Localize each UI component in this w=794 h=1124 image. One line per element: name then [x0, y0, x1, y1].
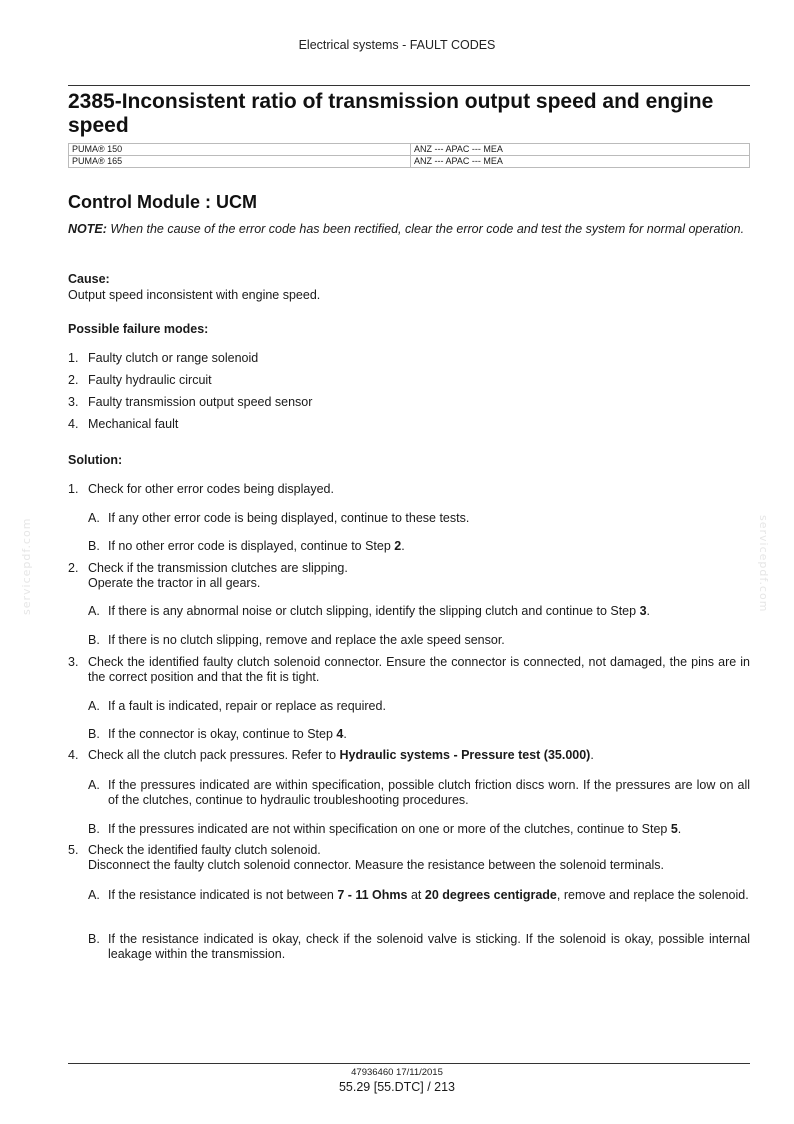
failure-mode-text: Faulty hydraulic circuit: [88, 373, 212, 387]
page-number: 55.29 [55.DTC] / 213: [338, 1080, 456, 1094]
substep-text: If any other error code is being displayed, continue to these tests.: [108, 511, 470, 525]
step-number: 5.: [68, 843, 79, 857]
substep-text: If the resistance indicated is not between 7 - 11 Ohms at 20 degrees centigrade, remove and replace the solenoid.: [108, 888, 749, 902]
table-row: [69, 144, 750, 156]
control-module-heading: Control Module : UCM: [68, 192, 257, 212]
watermark-right: servicepdf.com: [757, 515, 770, 613]
step-number: 4.: [68, 748, 79, 762]
substep-text: If the pressures indicated are within specification, possible clutch friction discs worn. If the pressures are low on all of the clutches, continue to hydraulic troubleshooting procedures.: [108, 778, 750, 807]
model-cell: PUMA® 150: [69, 144, 411, 156]
substep-text: If the pressures indicated are not within specification on one or more of the clutches, continue to Step 5.: [108, 822, 682, 836]
page-header-title: Electrical systems - FAULT CODES: [298, 38, 496, 52]
step-number: 1.: [68, 482, 79, 496]
substep-text: If a fault is indicated, repair or replace as required.: [108, 699, 386, 713]
fault-title: 2385-Inconsistent ratio of transmission output speed and engine speed: [68, 90, 714, 137]
cause-label: Cause:: [68, 272, 110, 286]
step-text: Check the identified faulty clutch solenoid connector. Ensure the connector is connected, not damaged, the pins are in the correct position and that the fit is tight.: [88, 655, 750, 684]
step-text: Check if the transmission clutches are slipping. Operate the tractor in all gears.: [88, 561, 348, 590]
step-number: 2.: [68, 561, 79, 575]
step-text: Check the identified faulty clutch solenoid. Disconnect the faulty clutch solenoid connector. Measure the resistance between the solenoid terminals.: [88, 843, 665, 872]
failure-mode-text: Faulty transmission output speed sensor: [88, 395, 313, 409]
footer-rule: [68, 1063, 750, 1064]
failure-mode-text: Mechanical fault: [88, 417, 179, 431]
cause-text: Output speed inconsistent with engine speed.: [68, 288, 321, 302]
note-label: NOTE:: [68, 222, 107, 236]
substep-text: If there is no clutch slipping, remove and replace the axle speed sensor.: [108, 633, 505, 647]
footer-doc-code: 47936460 17/11/2015: [351, 1067, 443, 1078]
substep-text: If the resistance indicated is okay, check if the solenoid valve is sticking. If the solenoid is okay, possible internal leakage within the transmission.: [108, 932, 750, 961]
note: [68, 222, 750, 237]
watermark-left: servicepdf.com: [20, 517, 33, 615]
solution-label: Solution:: [68, 453, 123, 467]
substep-text: If no other error code is displayed, continue to Step 2.: [108, 539, 405, 553]
table-row: [69, 156, 750, 168]
region-cell: ANZ --- APAC --- MEA: [411, 144, 750, 156]
step-text: Check all the clutch pack pressures. Refer to Hydraulic systems - Pressure test (35.000).: [88, 748, 594, 762]
step-number: 3.: [68, 655, 79, 669]
header-rule: [68, 85, 750, 86]
failure-mode-text: Faulty clutch or range solenoid: [88, 351, 259, 365]
note-text: When the cause of the error code has been rectified, clear the error code and test the system for normal operation.: [110, 222, 745, 236]
region-cell: ANZ --- APAC --- MEA: [411, 156, 750, 168]
failure-modes-label: Possible failure modes:: [68, 322, 209, 336]
substep-text: If there is any abnormal noise or clutch slipping, identify the slipping clutch and continue to Step 3.: [108, 604, 650, 618]
model-cell: PUMA® 165: [69, 156, 411, 168]
substep-text: If the connector is okay, continue to Step 4.: [108, 727, 347, 741]
step-text: Check for other error codes being displayed.: [88, 482, 334, 496]
model-table: [68, 143, 750, 168]
